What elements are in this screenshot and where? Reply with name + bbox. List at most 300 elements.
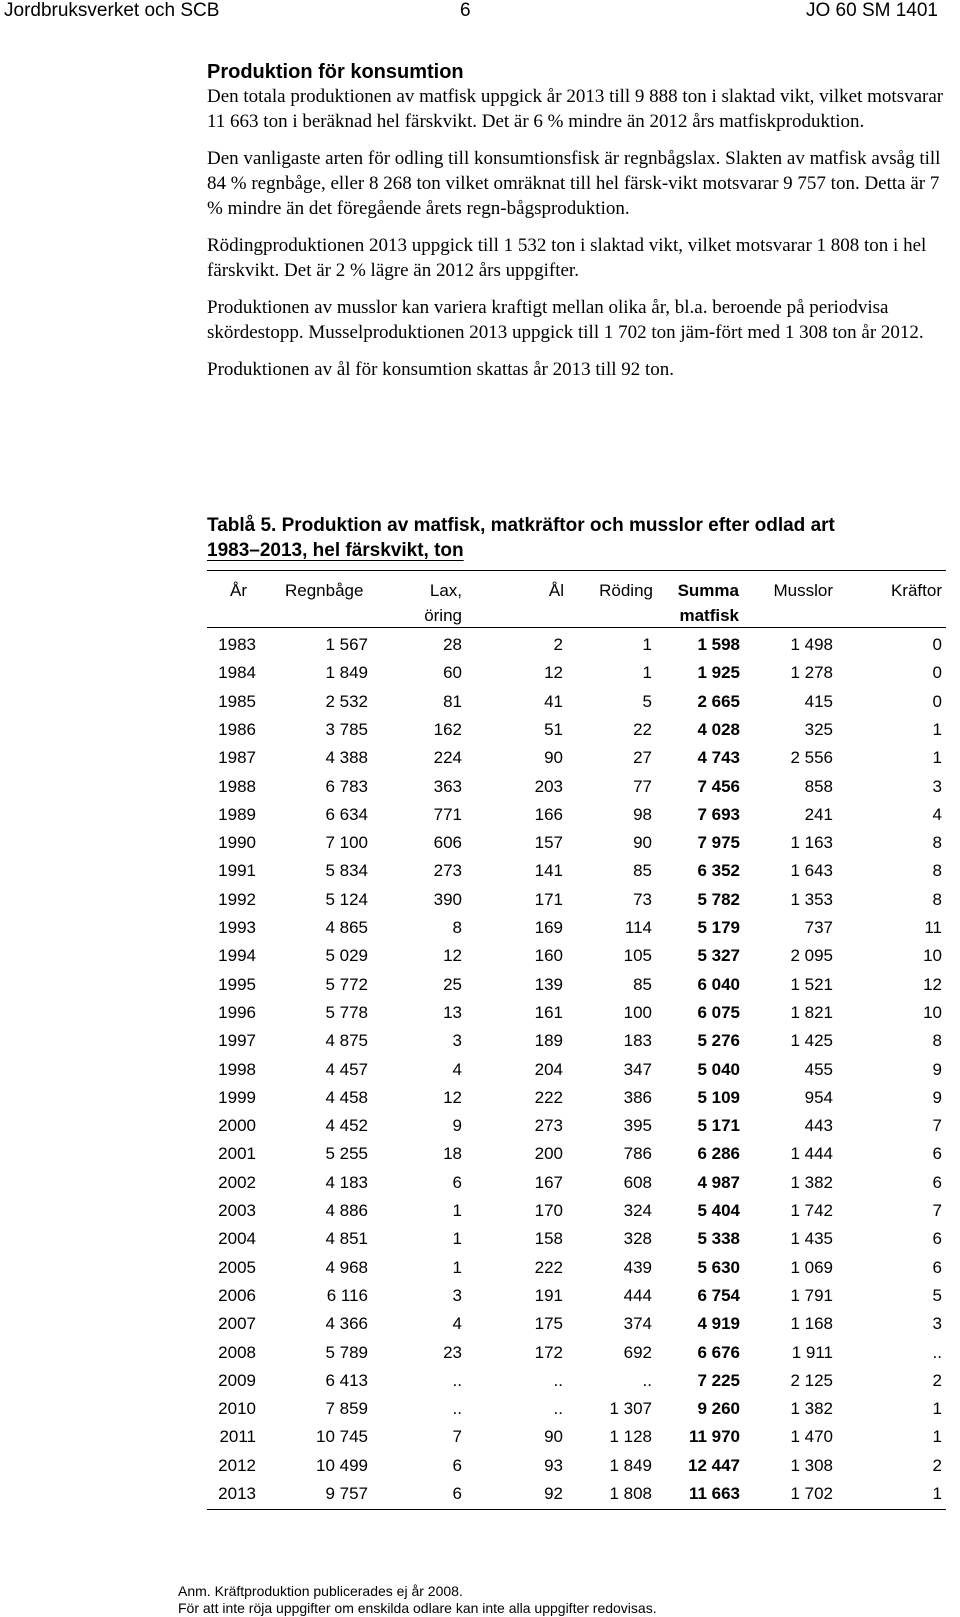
cell-char: 395 bbox=[623, 1116, 652, 1136]
cell-year: 1993 bbox=[218, 918, 256, 937]
header-sum-food-fish bbox=[678, 578, 739, 628]
cell-mussels: 1 702 bbox=[790, 1484, 833, 1503]
cell-eel: 92 bbox=[544, 1484, 563, 1503]
cell-year: 2005 bbox=[218, 1257, 256, 1277]
cell-salmon: 1 bbox=[452, 1229, 462, 1249]
cell-sum: 6 286 bbox=[697, 1144, 740, 1164]
table-row bbox=[207, 1111, 946, 1140]
table-header-rule bbox=[207, 627, 946, 628]
cell-rainbow-trout: 6 413 bbox=[325, 1370, 368, 1390]
cell-mussels: 443 bbox=[804, 1116, 833, 1136]
table-row bbox=[207, 1253, 946, 1282]
cell-salmon: 1 bbox=[452, 1201, 462, 1220]
table-row bbox=[207, 800, 946, 829]
cell-rainbow-trout: 5 124 bbox=[325, 889, 368, 909]
cell-salmon: 6 bbox=[452, 1484, 462, 1503]
table-row bbox=[207, 715, 946, 744]
cell-sum: 6 754 bbox=[697, 1285, 740, 1305]
cell-sum: 1 925 bbox=[697, 663, 740, 683]
cell-year: 1984 bbox=[218, 663, 256, 683]
header-mussels: Musslor bbox=[773, 581, 833, 600]
cell-rainbow-trout: 4 388 bbox=[325, 748, 368, 768]
cell-eel: 203 bbox=[534, 776, 563, 796]
cell-char: 347 bbox=[623, 1059, 652, 1079]
cell-year: 2004 bbox=[218, 1229, 256, 1249]
cell-eel: 222 bbox=[534, 1087, 563, 1107]
table-row bbox=[207, 1083, 946, 1112]
cell-eel: .. bbox=[553, 1399, 563, 1419]
cell-salmon: 7 bbox=[452, 1427, 462, 1447]
cell-crayfish: 0 bbox=[932, 635, 942, 654]
cell-eel: 273 bbox=[534, 1116, 563, 1136]
cell-year: 1986 bbox=[218, 719, 256, 739]
table-row bbox=[207, 828, 946, 857]
cell-crayfish: 4 bbox=[932, 804, 942, 824]
cell-char: 85 bbox=[633, 974, 652, 994]
table-row bbox=[207, 1281, 946, 1310]
cell-char: 692 bbox=[623, 1342, 652, 1362]
table-row bbox=[207, 687, 946, 716]
cell-eel: 171 bbox=[534, 889, 563, 909]
cell-salmon: 3 bbox=[452, 1285, 462, 1305]
cell-salmon: 6 bbox=[452, 1172, 462, 1192]
cell-year: 2007 bbox=[218, 1314, 256, 1334]
header-rainbow-trout: Regnbåge bbox=[285, 581, 364, 600]
paragraph-eel: Produktionen av ål för konsumtion skattas år 2013 till 92 ton. bbox=[207, 359, 675, 380]
cell-crayfish: 3 bbox=[932, 1314, 942, 1334]
cell-mussels: 1 742 bbox=[790, 1201, 833, 1220]
cell-eel: 51 bbox=[544, 719, 563, 739]
cell-sum: 9 260 bbox=[697, 1399, 740, 1419]
cell-crayfish: 6 bbox=[932, 1144, 942, 1164]
table-row bbox=[207, 1139, 946, 1168]
table-row bbox=[207, 913, 946, 942]
table-top-rule bbox=[207, 570, 946, 571]
cell-eel: 175 bbox=[534, 1314, 563, 1334]
section-title: Produktion för konsumtion bbox=[207, 61, 464, 83]
cell-sum: 7 456 bbox=[697, 776, 740, 796]
cell-eel: 12 bbox=[544, 663, 563, 683]
table-row bbox=[207, 1196, 946, 1225]
cell-rainbow-trout: 7 859 bbox=[325, 1399, 368, 1419]
cell-salmon: 771 bbox=[433, 804, 462, 824]
cell-eel: 158 bbox=[534, 1229, 563, 1249]
table-row bbox=[207, 1055, 946, 1084]
cell-crayfish: 10 bbox=[923, 946, 942, 966]
table-row bbox=[207, 743, 946, 772]
cell-rainbow-trout: 4 968 bbox=[325, 1257, 368, 1277]
cell-rainbow-trout: 4 875 bbox=[325, 1031, 368, 1051]
cell-eel: 141 bbox=[534, 861, 563, 881]
cell-crayfish: 9 bbox=[932, 1059, 942, 1079]
cell-crayfish: 0 bbox=[932, 663, 942, 683]
cell-rainbow-trout: 5 778 bbox=[325, 1002, 368, 1022]
cell-mussels: 1 911 bbox=[791, 1342, 833, 1362]
cell-rainbow-trout: 5 255 bbox=[325, 1144, 368, 1164]
cell-eel: 204 bbox=[534, 1059, 563, 1079]
cell-sum: 5 327 bbox=[697, 946, 740, 966]
cell-crayfish: 8 bbox=[932, 889, 942, 909]
cell-sum: 6 352 bbox=[697, 861, 740, 881]
cell-rainbow-trout: 4 851 bbox=[325, 1229, 368, 1249]
cell-char: 105 bbox=[623, 946, 652, 966]
cell-sum: 6 075 bbox=[697, 1002, 740, 1022]
table-row bbox=[207, 1422, 946, 1451]
cell-sum: 5 179 bbox=[697, 918, 740, 937]
cell-eel: 166 bbox=[534, 804, 563, 824]
cell-salmon: 162 bbox=[433, 719, 462, 739]
cell-rainbow-trout: 6 634 bbox=[325, 804, 368, 824]
cell-sum: 6 040 bbox=[697, 974, 740, 994]
cell-char: 22 bbox=[633, 719, 652, 739]
cell-rainbow-trout: 4 865 bbox=[325, 918, 368, 937]
cell-mussels: 1 470 bbox=[790, 1427, 833, 1447]
cell-mussels: 1 498 bbox=[790, 635, 833, 654]
cell-mussels: 1 444 bbox=[790, 1144, 833, 1164]
cell-crayfish: 6 bbox=[932, 1257, 942, 1277]
cell-mussels: 2 556 bbox=[790, 748, 833, 768]
cell-eel: 157 bbox=[534, 833, 563, 853]
cell-rainbow-trout: 5 834 bbox=[325, 861, 368, 881]
cell-rainbow-trout: 5 029 bbox=[325, 946, 368, 966]
cell-char: 324 bbox=[623, 1201, 652, 1220]
cell-mussels: 415 bbox=[804, 691, 833, 711]
cell-salmon: 4 bbox=[452, 1314, 462, 1334]
cell-rainbow-trout: 4 452 bbox=[325, 1116, 368, 1136]
cell-char: 444 bbox=[623, 1285, 652, 1305]
cell-rainbow-trout: 2 532 bbox=[325, 691, 368, 711]
cell-mussels: 1 278 bbox=[790, 663, 833, 683]
cell-sum: 5 276 bbox=[697, 1031, 740, 1051]
cell-rainbow-trout: 6 783 bbox=[325, 776, 368, 796]
table-row bbox=[207, 885, 946, 914]
cell-year: 1994 bbox=[218, 946, 256, 966]
cell-year: 1997 bbox=[218, 1031, 256, 1051]
cell-mussels: 1 521 bbox=[790, 974, 833, 994]
cell-rainbow-trout: 6 116 bbox=[326, 1285, 368, 1305]
cell-sum: 5 171 bbox=[697, 1116, 740, 1136]
cell-salmon: 23 bbox=[443, 1342, 462, 1362]
header-salmon bbox=[424, 578, 462, 628]
cell-char: 27 bbox=[633, 748, 652, 768]
table-row bbox=[207, 1026, 946, 1055]
cell-mussels: 2 125 bbox=[790, 1370, 833, 1390]
cell-mussels: 1 435 bbox=[790, 1229, 833, 1249]
cell-sum: 4 987 bbox=[697, 1172, 740, 1192]
cell-char: 1 307 bbox=[609, 1399, 652, 1419]
cell-mussels: 1 425 bbox=[790, 1031, 833, 1051]
cell-salmon: 6 bbox=[452, 1455, 462, 1475]
cell-salmon: 224 bbox=[433, 748, 462, 768]
cell-mussels: 954 bbox=[804, 1087, 833, 1107]
cell-salmon: 12 bbox=[443, 946, 462, 966]
cell-year: 1985 bbox=[218, 691, 256, 711]
cell-rainbow-trout: 4 458 bbox=[325, 1087, 368, 1107]
cell-salmon: 8 bbox=[452, 918, 462, 937]
cell-mussels: 1 168 bbox=[790, 1314, 833, 1334]
cell-salmon: 1 bbox=[452, 1257, 462, 1277]
cell-year: 1995 bbox=[218, 974, 256, 994]
header-salmon-line-1: Lax, bbox=[429, 581, 462, 600]
cell-sum: 7 975 bbox=[697, 833, 740, 853]
cell-salmon: 25 bbox=[443, 974, 462, 994]
cell-mussels: 455 bbox=[804, 1059, 833, 1079]
cell-sum: 1 598 bbox=[697, 635, 740, 654]
cell-sum: 4 919 bbox=[697, 1314, 740, 1334]
table-caption bbox=[207, 513, 947, 563]
cell-rainbow-trout: 4 886 bbox=[325, 1201, 368, 1220]
cell-eel: 200 bbox=[534, 1144, 563, 1164]
cell-mussels: 1 353 bbox=[790, 889, 833, 909]
cell-year: 2001 bbox=[218, 1144, 256, 1164]
table-row bbox=[207, 772, 946, 801]
cell-sum: 11 663 bbox=[688, 1484, 740, 1503]
header-salmon-line-2: öring bbox=[424, 606, 462, 625]
cell-eel: 167 bbox=[534, 1172, 563, 1192]
paragraph-rainbow-trout: Den vanligaste arten för odling till konsumtionsfisk är regnbågslax. Slakten av matfisk avsåg till 84 % regnbåge, eller 8 268 ton vilket omräknat till hel färsk-vikt motsvarar 9 757 ton. Detta är 7 % mindre än det föregående årets regn-bågsproduktion. bbox=[207, 148, 941, 219]
table-row bbox=[207, 1394, 946, 1423]
cell-char: 100 bbox=[623, 1002, 652, 1022]
cell-salmon: 390 bbox=[433, 889, 462, 909]
header-eel: Ål bbox=[548, 581, 564, 600]
section-body bbox=[207, 60, 947, 382]
cell-salmon: 363 bbox=[433, 776, 462, 796]
paragraph-mussels: Produktionen av musslor kan variera kraftigt mellan olika år, bl.a. beroende på periodvisa skördestopp. Musselproduktionen 2013 uppgick till 1 702 ton jäm-fört med 1 308 ton år 2012. bbox=[207, 297, 924, 343]
table-row bbox=[207, 970, 946, 999]
cell-char: 85 bbox=[633, 861, 652, 881]
cell-mussels: 737 bbox=[804, 918, 833, 937]
cell-char: 1 bbox=[642, 663, 652, 683]
cell-char: 73 bbox=[633, 889, 652, 909]
header-crayfish: Kräftor bbox=[890, 581, 942, 600]
cell-sum: 5 782 bbox=[697, 889, 740, 909]
cell-year: 2013 bbox=[218, 1484, 256, 1503]
cell-mussels: 325 bbox=[804, 719, 833, 739]
cell-crayfish: 1 bbox=[932, 1399, 942, 1419]
cell-eel: 222 bbox=[534, 1257, 563, 1277]
cell-rainbow-trout: 1 849 bbox=[325, 663, 368, 683]
cell-mussels: 858 bbox=[804, 776, 833, 796]
cell-rainbow-trout: 3 785 bbox=[325, 719, 368, 739]
cell-mussels: 1 382 bbox=[790, 1172, 833, 1192]
table-row bbox=[207, 1338, 946, 1367]
cell-crayfish: 1 bbox=[932, 719, 942, 739]
header-year: År bbox=[230, 581, 247, 600]
cell-salmon: .. bbox=[452, 1399, 462, 1419]
cell-char: 114 bbox=[624, 918, 652, 937]
cell-eel: 161 bbox=[534, 1002, 563, 1022]
table-caption-line-1: Tablå 5. Produktion av matfisk, matkräftor och musslor efter odlad art bbox=[207, 515, 835, 536]
cell-sum: 12 447 bbox=[688, 1455, 740, 1475]
cell-eel: 90 bbox=[544, 748, 563, 768]
cell-sum: 11 970 bbox=[688, 1427, 740, 1447]
cell-year: 2003 bbox=[218, 1201, 256, 1220]
cell-salmon: 4 bbox=[452, 1059, 462, 1079]
cell-eel: 41 bbox=[544, 691, 563, 711]
cell-eel: 90 bbox=[544, 1427, 563, 1447]
cell-year: 1998 bbox=[218, 1059, 256, 1079]
cell-crayfish: 0 bbox=[932, 691, 942, 711]
table-header bbox=[207, 578, 946, 638]
cell-rainbow-trout: 10 499 bbox=[316, 1455, 368, 1475]
cell-crayfish: 1 bbox=[932, 748, 942, 768]
cell-crayfish: 8 bbox=[932, 861, 942, 881]
table-row bbox=[207, 998, 946, 1027]
cell-year: 1992 bbox=[218, 889, 256, 909]
cell-eel: 2 bbox=[553, 635, 563, 654]
cell-salmon: 606 bbox=[433, 833, 462, 853]
cell-char: 1 808 bbox=[609, 1484, 652, 1503]
cell-rainbow-trout: 9 757 bbox=[325, 1484, 368, 1503]
header-sum-line-1: Summa bbox=[677, 581, 739, 600]
table-row bbox=[207, 658, 946, 687]
cell-char: 786 bbox=[623, 1144, 652, 1164]
cell-mussels: 1 382 bbox=[790, 1399, 833, 1419]
cell-year: 2006 bbox=[218, 1285, 256, 1305]
cell-crayfish: 2 bbox=[932, 1455, 942, 1475]
header-sum-line-2: matfisk bbox=[679, 606, 739, 625]
cell-rainbow-trout: 5 772 bbox=[325, 974, 368, 994]
cell-char: 77 bbox=[633, 776, 652, 796]
table-row bbox=[207, 1168, 946, 1197]
cell-mussels: 1 791 bbox=[790, 1285, 833, 1305]
cell-crayfish: 5 bbox=[932, 1285, 942, 1305]
header-char: Röding bbox=[599, 581, 653, 600]
cell-rainbow-trout: 7 100 bbox=[325, 833, 368, 853]
cell-sum: 5 338 bbox=[697, 1229, 740, 1249]
cell-year: 2009 bbox=[218, 1370, 256, 1390]
cell-eel: .. bbox=[553, 1370, 563, 1390]
cell-crayfish: 11 bbox=[924, 918, 942, 937]
cell-char: 374 bbox=[623, 1314, 652, 1334]
cell-salmon: .. bbox=[452, 1370, 462, 1390]
table-row bbox=[207, 856, 946, 885]
cell-year: 1991 bbox=[218, 861, 256, 881]
cell-year: 2011 bbox=[219, 1427, 256, 1447]
cell-char: 439 bbox=[623, 1257, 652, 1277]
cell-crayfish: 3 bbox=[932, 776, 942, 796]
cell-rainbow-trout: 10 745 bbox=[316, 1427, 368, 1447]
table-row bbox=[207, 1309, 946, 1338]
cell-salmon: 12 bbox=[443, 1087, 462, 1107]
cell-char: 328 bbox=[623, 1229, 652, 1249]
cell-mussels: 1 821 bbox=[790, 1002, 833, 1022]
cell-rainbow-trout: 4 183 bbox=[325, 1172, 368, 1192]
cell-sum: 5 404 bbox=[697, 1201, 740, 1220]
cell-char: 90 bbox=[633, 833, 652, 853]
cell-salmon: 81 bbox=[443, 691, 462, 711]
cell-salmon: 28 bbox=[443, 635, 462, 654]
cell-year: 1987 bbox=[218, 748, 256, 768]
table-bottom-rule bbox=[207, 1509, 946, 1510]
cell-salmon: 9 bbox=[452, 1116, 462, 1136]
cell-crayfish: 7 bbox=[932, 1201, 942, 1220]
cell-rainbow-trout: 4 457 bbox=[325, 1059, 368, 1079]
footnote-confidentiality: För att inte röja uppgifter om enskilda odlare kan inte alla uppgifter redovisas. bbox=[178, 1600, 657, 1616]
cell-crayfish: 2 bbox=[932, 1370, 942, 1390]
cell-eel: 93 bbox=[544, 1455, 563, 1475]
cell-year: 1990 bbox=[218, 833, 256, 853]
cell-rainbow-trout: 1 567 bbox=[325, 635, 368, 654]
table-row bbox=[207, 1366, 946, 1395]
header-publisher: Jordbruksverket och SCB bbox=[4, 0, 220, 21]
cell-salmon: 18 bbox=[443, 1144, 462, 1164]
cell-char: 1 bbox=[642, 635, 652, 654]
cell-year: 1999 bbox=[218, 1087, 256, 1107]
cell-sum: 4 743 bbox=[697, 748, 740, 768]
table-caption-line-2: 1983–2013, hel färskvikt, ton bbox=[207, 540, 464, 561]
cell-year: 2012 bbox=[218, 1455, 256, 1475]
cell-eel: 191 bbox=[534, 1285, 563, 1305]
cell-year: 2002 bbox=[218, 1172, 256, 1192]
table-row bbox=[207, 1479, 946, 1508]
cell-mussels: 2 095 bbox=[790, 946, 833, 966]
cell-eel: 170 bbox=[534, 1201, 563, 1220]
cell-salmon: 273 bbox=[433, 861, 462, 881]
cell-year: 1988 bbox=[218, 776, 256, 796]
cell-char: 1 128 bbox=[609, 1427, 652, 1447]
cell-crayfish: .. bbox=[932, 1342, 942, 1362]
cell-crayfish: 1 bbox=[932, 1484, 942, 1503]
cell-salmon: 60 bbox=[443, 663, 462, 683]
cell-char: 608 bbox=[623, 1172, 652, 1192]
cell-crayfish: 10 bbox=[923, 1002, 942, 1022]
cell-salmon: 3 bbox=[452, 1031, 462, 1051]
cell-sum: 7 693 bbox=[697, 804, 740, 824]
cell-sum: 6 676 bbox=[697, 1342, 740, 1362]
paragraph-total: Den totala produktionen av matfisk uppgick år 2013 till 9 888 ton i slaktad vikt, vilket motsvarar 11 663 ton i beräknad hel färskvikt. Det är 6 % mindre än 2012 års matfiskproduktion. bbox=[207, 86, 944, 132]
cell-year: 1989 bbox=[218, 804, 256, 824]
cell-year: 1983 bbox=[218, 635, 256, 654]
cell-crayfish: 8 bbox=[932, 1031, 942, 1051]
table-row bbox=[207, 941, 946, 970]
cell-rainbow-trout: 5 789 bbox=[325, 1342, 368, 1362]
cell-sum: 2 665 bbox=[697, 691, 740, 711]
footnotes bbox=[178, 1583, 938, 1617]
cell-char: 5 bbox=[642, 691, 652, 711]
cell-crayfish: 8 bbox=[932, 833, 942, 853]
cell-mussels: 241 bbox=[804, 804, 833, 824]
cell-eel: 160 bbox=[534, 946, 563, 966]
cell-year: 2000 bbox=[218, 1116, 256, 1136]
cell-rainbow-trout: 4 366 bbox=[325, 1314, 368, 1334]
cell-sum: 5 630 bbox=[697, 1257, 740, 1277]
cell-char: 386 bbox=[623, 1087, 652, 1107]
page-header bbox=[0, 0, 960, 26]
footnote-remark: Anm. Kräftproduktion publicerades ej år 2008. bbox=[178, 1583, 463, 1599]
cell-char: 183 bbox=[623, 1031, 652, 1051]
table-row bbox=[207, 630, 946, 659]
cell-mussels: 1 308 bbox=[790, 1455, 833, 1475]
cell-char: 1 849 bbox=[609, 1455, 652, 1475]
cell-year: 2010 bbox=[218, 1399, 256, 1419]
cell-sum: 7 225 bbox=[697, 1370, 740, 1390]
cell-year: 2008 bbox=[218, 1342, 256, 1362]
cell-crayfish: 6 bbox=[932, 1172, 942, 1192]
cell-char: .. bbox=[642, 1370, 652, 1390]
cell-crayfish: 7 bbox=[932, 1116, 942, 1136]
cell-eel: 189 bbox=[534, 1031, 563, 1051]
cell-crayfish: 6 bbox=[932, 1229, 942, 1249]
cell-eel: 169 bbox=[534, 918, 563, 937]
table-row bbox=[207, 1451, 946, 1480]
header-report-id: JO 60 SM 1401 bbox=[805, 0, 938, 21]
header-page-number: 6 bbox=[460, 0, 471, 21]
cell-sum: 5 109 bbox=[697, 1087, 740, 1107]
cell-crayfish: 12 bbox=[923, 974, 942, 994]
cell-year: 1996 bbox=[218, 1002, 256, 1022]
paragraph-char: Rödingproduktionen 2013 uppgick till 1 532 ton i slaktad vikt, vilket motsvarar 1 808 ton i hel färskvikt. Det är 2 % lägre än 2012 års uppgifter. bbox=[207, 235, 927, 281]
